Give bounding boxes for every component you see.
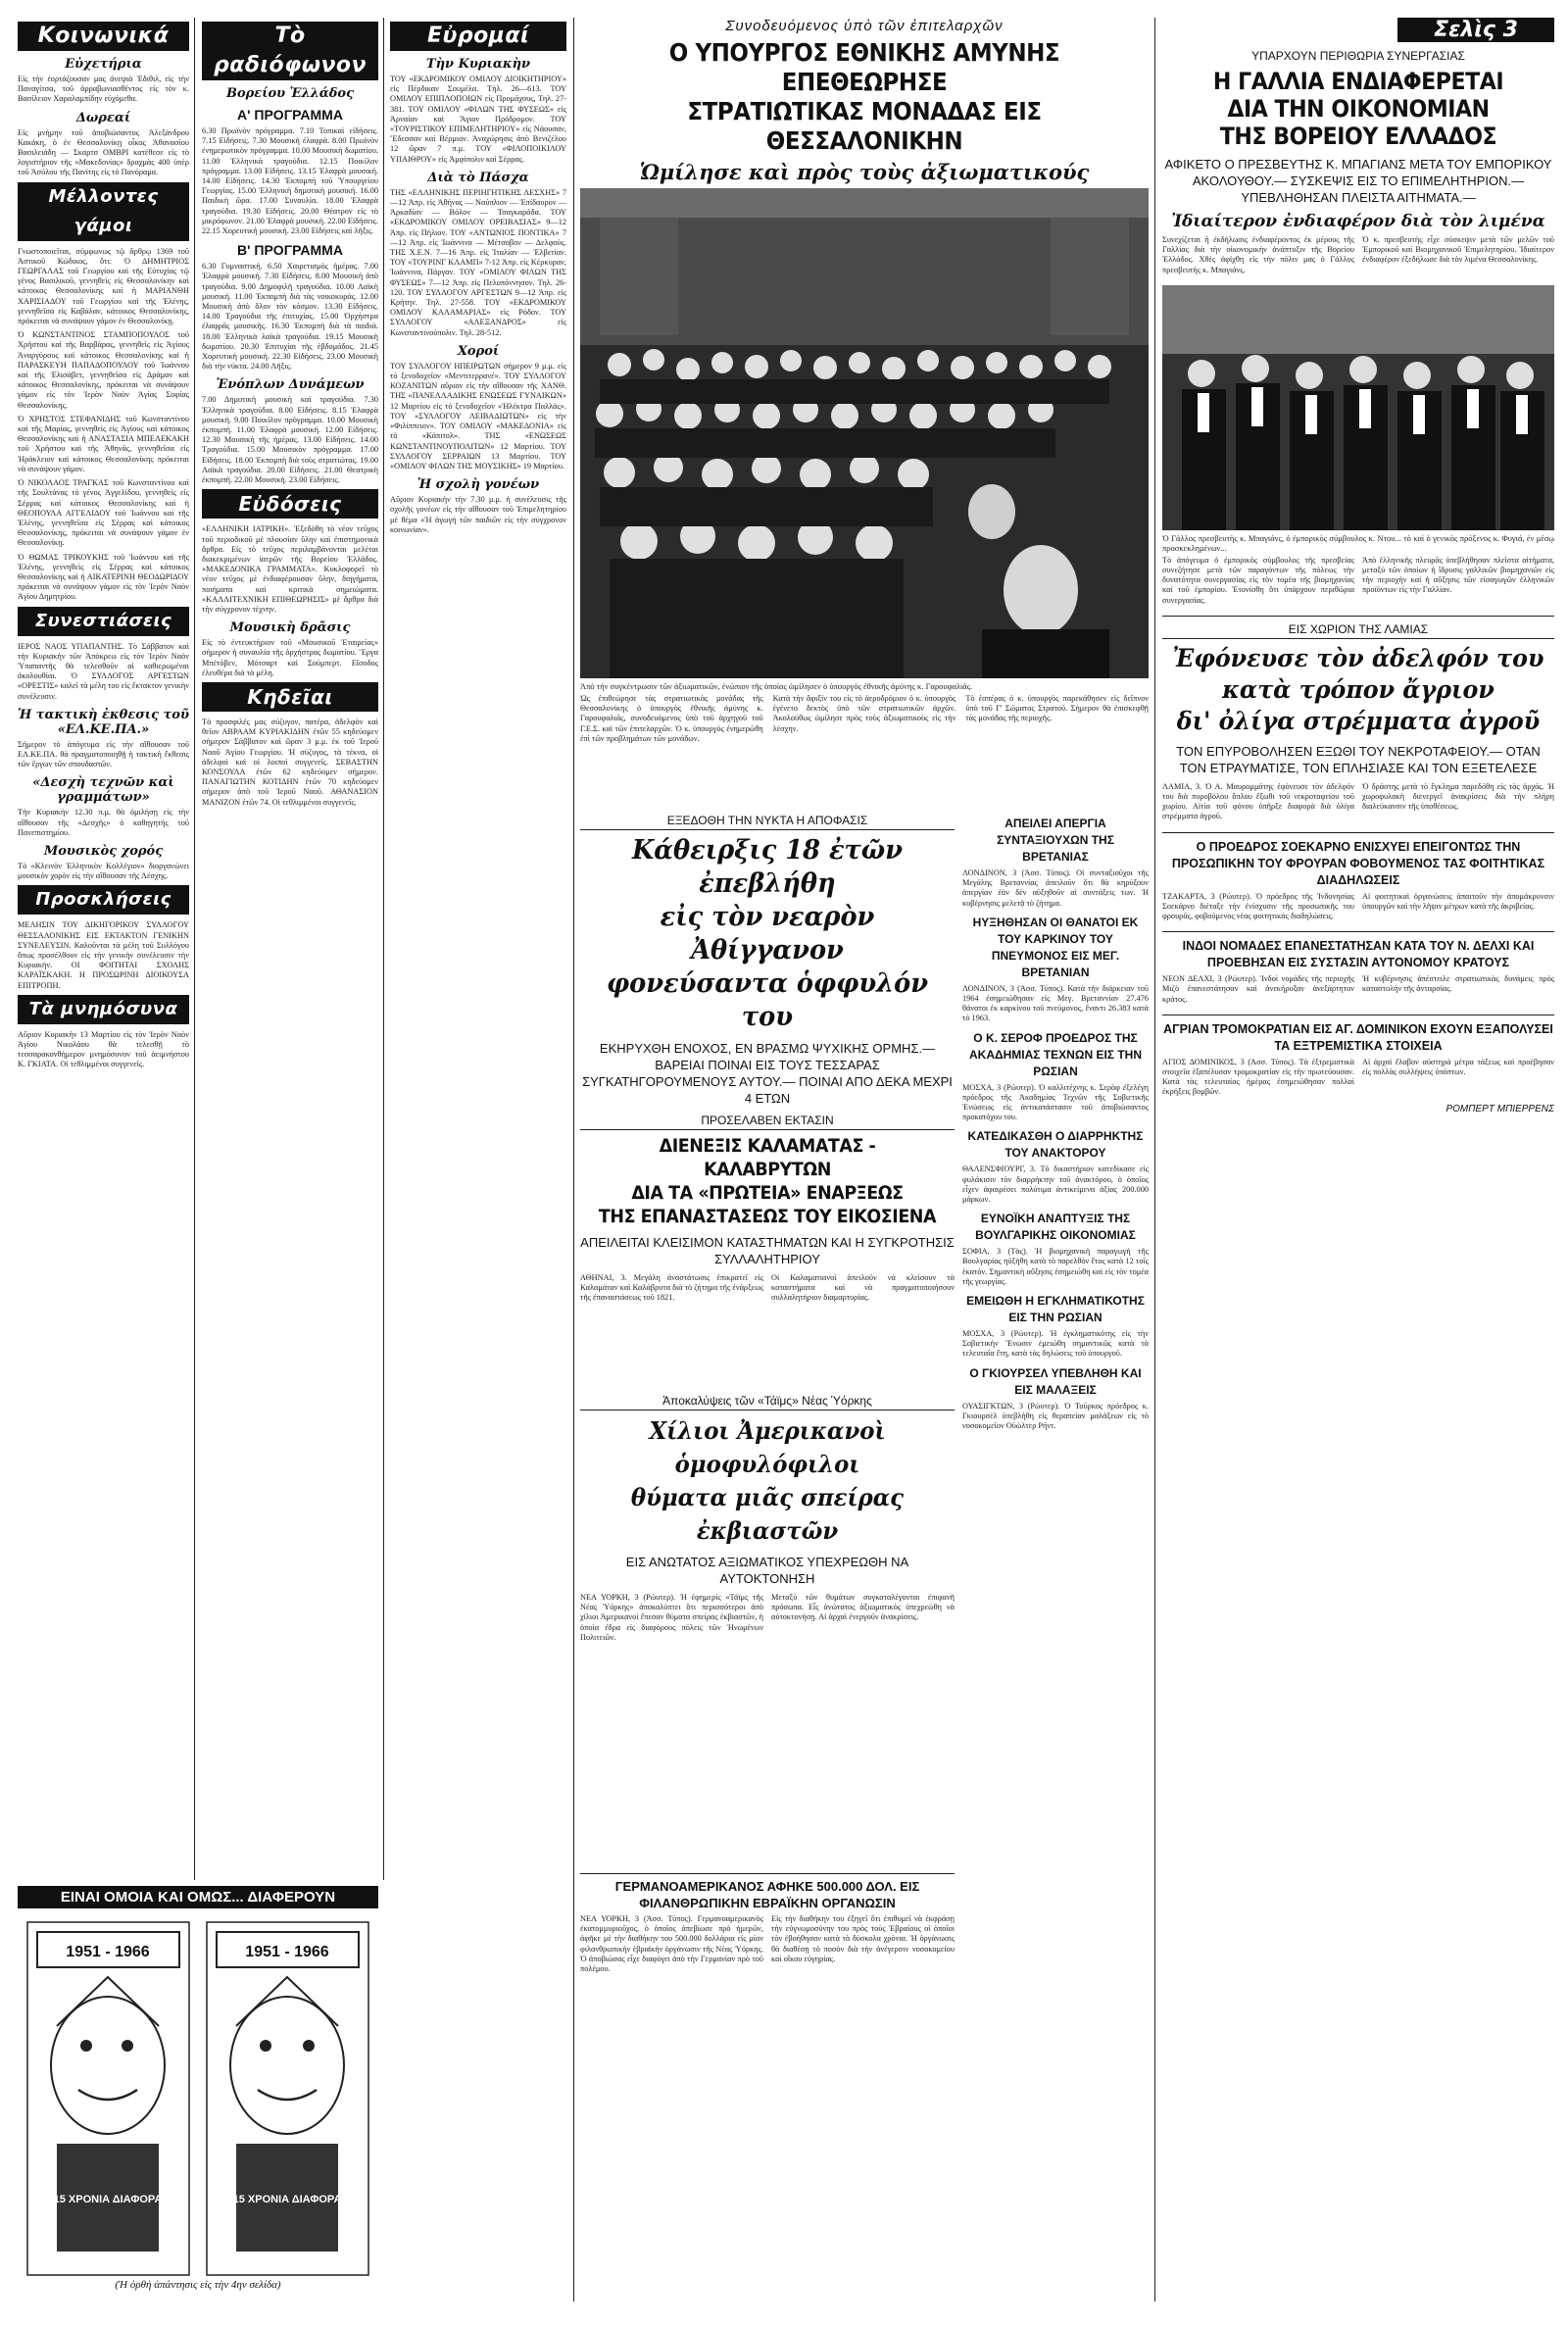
events-column [390,18,566,2302]
verdict-headline-3: φονεύσαντα ὁφφυλόν του [606,968,929,1032]
times-body-1: ΝΕΑ ΥΟΡΚΗ, 3 (Ρώυτερ). Ἡ ἐφημερίς «Τάϊμς τῆς Νέας Ὑόρκης» ἀποκαλύπτει ὅτι περισσότεροι ἀπὸ χίλιοι Ἀμερικανοὶ ἔπεσαν θύματα σπείρας ἐκβιαστῶν, ἡ ὁποία ἐδρα εἰς διαφόρους πόλεις τῶν Ἡνωμένων Πολιτειῶν. [580,1593,763,1642]
main-body-2: Κατὰ τὴν ἄφιξίν του εἰς τὸ ἀεροδρόμιον ὁ κ. ὑπουργὸς ἐγένετο δεκτὸς ὑπὸ τῶν στρατιωτικῶν ἀρχῶν. Ἀκολούθως ὡμίλησε πρὸς τοὺς ἀξιωματικοὺς εἰς τὴν λέσχην. [772,694,956,733]
weddings-text-1: Γνωστοποιεῖται, σύμφωνως τῷ ἄρθρῳ 1369 τοῦ Ἀστικοῦ Κώδικος, ὅτι: Ὁ ΔΗΜΗΤΡΙΟΣ ΓΕΩΡΓΑΛΑΣ τοῦ Γεωργίου καὶ τῆς Εὐτυχίας τῷ γένος Βασιλικοῦ, γεννηθεὶς εἰς Θεσσαλονίκην καὶ κάτοικος Θεσσαλονίκης καὶ ἡ ΜΑΡΙΑΝΘΗ ΧΑΡΙΣΙΑΔΟΥ τοῦ Γεωργίου καὶ τῆς Ἑλένης, γεννηθεῖσα εἰς Καβάλαν, κάτοικος Θεσσαλονίκης, πρόκειται νὰ συνάψουν γάμον ἐν Θεσσαλονίκῃ. [18,246,189,326]
verdict-story [580,810,955,1104]
invitations-text: ΜΕΛΗΣΙΝ ΤΟΥ ΔΙΚΗΓΟΡΙΚΟΥ ΣΥΛΛΟΓΟΥ ΘΕΣΣΑΛΟΝΙΚΗΣ ΕΙΣ ΕΚΤΑΚΤΟΝ ΓΕΝΙΚΗΝ ΣΥΝΕΛΕΥΣΙΝ. Καλοῦνται τὰ μέλη τοῦ Συλλόγου ὅπως προσέλθουν εἰς τὴν γενικὴν συνέλευσιν τὴν Κυριακήν. ΟΙ ΦΟΙΤΗΤΑΙ ΣΧΟΛΗΣ ΚΑΡΑΪΣΚΑΚΗ. Η ΠΡΟΣΩΡΙΝΗ ΔΙΟΙΚΟΥΣΑ ΕΠΙΤΡΟΠΗ. [18,920,189,990]
times-story [580,1390,955,1860]
lamia-headline-1: Ἐφόνευσε τὸν ἀδελφόν του [1172,643,1544,672]
divider [573,18,574,2302]
france-body-lower [1162,556,1554,610]
invitations-banner: Προσκλήσεις [18,885,189,915]
dispute-headline-1: ΔΙΕΝΕΞΙΣ ΚΑΛΑΜΑΤΑΣ - ΚΑΛΑΒΡΥΤΩΝ [659,1135,876,1180]
main-story [580,18,1149,802]
bequest-body-2: Εἰς τὴν διαθήκην του ἐξηγεῖ ὅτι ἐπιθυμεῖ νὰ ἐκφράσῃ τὴν εὐγνωμοσύνην του πρὸς τοὺς Ἑβραίους οἱ ὁποῖοι τὸν ἐβοήθησαν κατὰ τὰ δύσκολα χρόνια. Ἡ ὀργάνωσις θὰ διαθέσῃ τὸ ποσὸν διὰ τὴν ἀνέγερσιν νοσοκομείου καὶ οἴκου εὐγηρίας. [771,1914,955,1963]
gifts-text: Εἰς μνήμην τοῦ ἀποβιώσαντος Ἀλεξάνδρου Κακάκη, ὁ ἐν Θεσσαλονίκῃ οἶκος Ἀθανασίου Βασιλειάδη — Σκαρτσ ΟΜΒΡΙ κατέθεσε εἰς τὸ λογιστήριον τῆς «Μακεδονίας» δραχμὰς 400 ὑπὲρ τοῦ Ἀσύλου τῆς Πανίτης εἰς τὸ Πανόραμα. [18,127,189,177]
ad-years-right: 1951 - 1966 [245,1944,329,1960]
crime-text: ΜΟΣΧΑ, 3 (Ρώυτερ). Ἡ ἐγκληματικότης εἰς τὴν Σοβιετικὴν Ἕνωσιν ἐμειώθη σημαντικῶς κατὰ τὰ τελευταῖα ἔτη, κατὰ τὰς δηλώσεις τοῦ ὑπουργοῦ. [962,1329,1149,1359]
lamia-body-1: ΛΑΜΙΑ, 3. Ὁ Α. Μαυρομμάτης ἐφόνευσε τὸν ἀδελφόν του διὰ πυροβόλου ὅπλου ἔξωθι τοῦ νεκροταφείου τοῦ χωρίου. Αἰτία τοῦ φόνου ὑπῆρξε διαφορὰ διὰ ὀλίγα στρέμματα ἀγροῦ. [1162,781,1354,821]
verdict-sub: ΕΚΗΡΥΧΘΗ ΕΝΟΧΟΣ, ΕΝ ΒΡΑΣΜΩ ΨΥΧΙΚΗΣ ΟΡΜΗΣ.— ΒΑΡΕΙΑΙ ΠΟΙΝΑΙ ΕΙΣ ΤΟΥΣ ΤΕΣΣΑΡΑΣ ΣΥΓΚΑΤΗΓΟΡΟΥΜΕΝΟΥΣ ΑΥΤΟΥ.— ΠΟΙΝΑΙ ΑΠΟ ΔΕΚΑ ΜΕΧΡΙ 4 ΕΤΩΝ [582,1041,953,1104]
rule [1162,931,1554,932]
events-dances-text: ΤΟΥ ΣΥΛΛΟΓΟΥ ΗΠΕΙΡΩΤΩΝ σήμερον 9 μ.μ. εἰς τὸ ξενοδοχεῖον «Μεντιτερρανέ». ΤΟΥ ΣΥΛΛΟΓΟΥ ΚΟΖΑΝΙΤΩΝ αὔριον εἰς τὴν αἴθουσαν τῆς ΧΑΝΘ. ΤΗΣ «ΠΑΝΕΛΛΑΔΙΚΗΣ ΕΝΩΣΕΩΣ ΓΥΝΑΙΚΩΝ» 12 Μαρτίου εἰς τὸ ξενοδοχεῖον «Ἠλέκτρα Παλλάς». ΤΟΥ «ΣΥΛΛΟΓΟΥ ΛΕΙΒΑΔΙΩΤΩΝ» εἰς τὴν «Φιλίππειον». ΤΟΥ ΟΜΙΛΟΥ «ΜΑΚΕΔΟΝΙΑ» εἰς τὸ «Κάπιτολ». ΤΗΣ «ΕΝΩΣΕΩΣ ΚΩΝΣΤΑΝΤΙΝΟΥΠΟΛΙΤΩΝ» 12 Μαρτίου. ΤΟΥ ΣΥΛΛΟΓΟΥ ΣΕΡΡΑΙΩΝ 13 Μαρτίου. ΤΟΥ «ΟΜΙΛΟΥ ΦΙΛΩΝ ΤΗΣ ΜΟΥΣΙΚΗΣ» 19 Μαρτίου. [390,361,566,470]
france-body [1162,235,1554,279]
ekepa-text: Σήμερον τὸ ἀπόγευμα εἰς τὴν αἴθουσαν τοῦ ΕΛ.ΚΕ.ΠΑ. θὰ πραγματοποιηθῇ ἡ τακτικὴ ἔκθεσις τῶν ἔργων τῶν σπουδαστῶν. [18,739,189,769]
bequest-body [580,1914,955,1978]
dance-heading: Μουσικὸς χορός [43,843,164,859]
sukarno-body-2: Αἱ φοιτητικαὶ ὀργανώσεις ἀπαιτοῦν τὴν ἀπομάκρυνσιν ὑπουργῶν καὶ τὴν λῆψιν μέτρων κατὰ τῆς ἀκριβείας. [1362,891,1554,911]
dispute-kicker: ΠΡΟΣΕΛΑΒΕΝ ΕΚΤΑΣΙΝ [580,1114,955,1130]
lamia-headline-2: κατὰ τρόπον ἄγριον [1222,674,1494,704]
events-banner: Εὐρομαί [390,22,566,51]
strike-heading: ΑΠΕΙΛΕΙ ΑΠΕΡΓΙΑ ΣΥΝΤΑΞΙΟΥΧΩΝ ΤΗΣ ΒΡΕΤΑΝΙΑΣ [997,817,1114,864]
dispute-body [580,1273,955,1308]
lamia-body [1162,782,1554,826]
dominican-headline: ΑΓΡΙΑΝ ΤΡΟΜΟΚΡΑΤΙΑΝ ΕΙΣ ΑΓ. ΔΟΜΙΝΙΚΟΝ ΕΧΟΥΝ ΕΞΑΠΟΛΥΣΕΙ ΤΑ ΕΞΤΡΕΜΙΣΤΙΚΑ ΣΤΟΙΧΕΙΑ [1163,1021,1553,1053]
econ-heading: ΕΥΝΟΪΚΗ ΑΝΑΠΤΥΞΙΣ ΤΗΣ ΒΟΥΛΓΑΡΙΚΗΣ ΟΙΚΟΝΟΜΙΑΣ [975,1212,1136,1243]
lamia-kicker: ΕΙΣ ΧΩΡΙΟΝ ΤΗΣ ΛΑΜΙΑΣ [1162,622,1554,639]
ad-years-left: 1951 - 1966 [66,1944,150,1960]
dispute-headline-2: ΔΙΑ ΤΑ «ΠΡΩΤΕΙΑ» ΕΝΑΡΞΕΩΣ [631,1182,904,1204]
weddings-text-2: Ὁ ΚΩΝΣΤΑΝΤΙΝΟΣ ΣΤΑΜΠΟΠΟΥΛΟΣ τοῦ Χρήστου καὶ τῆς Βαρβάρας, γεννηθεὶς εἰς Ἀγίους Ἀναργύρους καὶ κάτοικος Θεσσαλονίκης καὶ ἡ ΠΑΡΑΣΚΕΥΗ ΠΑΠΑΔΟΠΟΥΛΟΥ τοῦ Ἰωάννου καὶ τῆς Ἐλισάβετ, γεννηθεῖσα εἰς Δράμαν καὶ κάτοικος Θεσσαλονίκης, πρόκειται νὰ συνάψουν γάμον εἰς τὸν Ἱερὸν Ναὸν Ἁγίας Σοφίας Θεσσαλονίκης. [18,330,189,410]
bequest-headline: ΓΕΡΜΑΝΟΑΜΕΡΙΚΑΝΟΣ ΑΦΗΚΕ 500.000 ΔΟΛ. ΕΙΣ ΦΙΛΑΝΘΡΩΠΙΚΗΝ ΕΒΡΑΪΚΗΝ ΟΡΓΑΝΩΣΙΝ [580,1873,955,1911]
times-sub: ΕΙΣ ΑΝΩΤΑΤΟΣ ΑΞΙΩΜΑΤΙΚΟΣ ΥΠΕΧΡΕΩΘΗ ΝΑ ΑΥΤΟΚΤΟΝΗΣΗ [625,1555,909,1586]
cancer-text: ΛΟΝΔΙΝΟΝ, 3 (Ἀσσ. Τύπος). Κατὰ τὴν διάρκειαν τοῦ 1964 ἐσημειώθησαν εἰς Μεγ. Βρεταννίαν 27.476 θάνατοι ἐκ καρκίνου τοῦ πνεύμονος, ἔναντι 26.383 κατὰ τὸ 1963. [962,983,1149,1023]
india-headline: ΙΝΔΟΙ ΝΟΜΑΔΕΣ ΕΠΑΝΕΣΤΑΤΗΣΑΝ ΚΑΤΑ ΤΟΥ Ν. ΔΕΛΧΙ ΚΑΙ ΠΡΟΕΒΗΣΑΝ ΕΙΣ ΣΥΣΤΑΣΙΝ ΑΥΤΟΝΟΜΟΥ ΚΡΑΤΟΥΣ [1182,939,1535,970]
events-school: Ἡ σχολὴ γονέων [416,477,540,493]
france-photo-caption: Ὁ Γάλλος πρεσβευτὴς κ. Μπαγιάνς, ὁ ἐμπορικὸς σύμβουλος κ. Ντου... τὸ καὶ ὁ γενικὸς πρόξενος κ. Φυγιά, ἐν μέσῳ προσκεκλημένων... [1162,532,1554,553]
sukarno-headline: Ο ΠΡΟΕΔΡΟΣ ΣΟΕΚΑΡΝΟ ΕΝΙΣΧΥΕΙ ΕΠΕΙΓΟΝΤΩΣ ΤΗΝ ΠΡΟΣΩΠΙΚΗΝ ΤΟΥ ΦΡΟΥΡΑΝ ΦΟΒΟΥΜΕΝΟΣ ΤΑΣ ΦΟΙΤΗΤΙΚΑΣ ΔΙΑΔΗΛΩΣΕΙΣ [1171,839,1545,887]
dominican-body-1: ΑΓΙΟΣ ΔΟΜΙΝΙΚΟΣ, 3 (Ἀσσ. Τύπος). Τὰ ἐξτρεμιστικὰ στοιχεῖα ἐξαπέλυσαν τρομοκρατίαν εἰς τὴν πρωτεύουσαν. Κατὰ τὰς τελευταίας ἡμέρας ἐσημειώθησαν πολλαὶ ἐκρήξεις βομβῶν. [1162,1057,1354,1097]
academy-text: ΜΟΣΧΑ, 3 (Ρώυτερ). Ὁ καλλιτέχνης κ. Σερὸφ ἐξελέγη πρόεδρος τῆς Ἀκαδημίας Τεχνῶν τῆς Σοβιετικῆς Ἑνώσεως εἰς ἀντικατάστασιν τοῦ ἀποβιώσαντος προκατόχου του. [962,1082,1149,1122]
dispute-sub: ΑΠΕΙΛΕΙΤΑΙ ΚΛΕΙΣΙΜΟΝ ΚΑΤΑΣΤΗΜΑΤΩΝ ΚΑΙ Η ΣΥΓΚΡΟΤΗΣΙΣ ΣΥΛΛΑΛΗΤΗΡΙΟΥ [580,1235,955,1266]
main-subhead: Ὡμίλησε καὶ πρὸς τοὺς ἀξιωματικούς [639,160,1090,184]
lamia-body-2: Ὁ δράστης μετὰ τὸ ἔγκλημα παρεδόθη εἰς τὰς ἀρχάς. Ἡ χωροφυλακὴ διενεργεῖ ἀνακρίσεις διὰ τὴν πλήρη διαλεύκανσιν τῆς ὑποθέσεως. [1362,781,1554,812]
sentence-heading: ΚΑΤΕΔΙΚΑΣΘΗ Ο ΔΙΑΡΡΗΚΤΗΣ ΤΟΥ ΑΝΑΚΤΟΡΟΥ [967,1129,1144,1161]
weddings-banner: Μέλλοντες γάμοι [18,182,189,241]
sentence-text: ΘΑΛΕΝΣΦΙΟΥΡΓ, 3. Τὸ δικαστήριον κατεδίκασε εἰς φυλάκισιν τὸν διαρρήκτην τοῦ ἀνακτόρου, ὁ ὁποῖος εἶχεν ἀφαιρέσει πολύτιμα ἀντικείμενα ἀξίας 200.000 μάρκων. [962,1164,1149,1205]
econ-text: ΣΟΦΙΑ, 3 (Τὰς). Ἡ βιομηχανικὴ παραγωγὴ τῆς Βουλγαρίας ηὐξήθη κατὰ τὸ παρελθὸν ἔτος κατὰ 12 τοῖς ἑκατόν. Σημαντικὴ αὔξησις ἐσημειώθη καὶ εἰς τὸν τομέα τῆς γεωργίας. [962,1247,1149,1286]
france-headline-3: ΤΗΣ ΒΟΡΕΙΟΥ ΕΛΛΑΔΟΣ [1219,123,1497,150]
events-sunday-text: ΤΟΥ «ΕΚΔΡΟΜΙΚΟΥ ΟΜΙΛΟΥ ΔΙΟΙΚΗΤΗΡΙΟΥ» εἰς Πέρδικαν Σουμέλα. Τὴλ. 26—613. ΤΟΥ ΟΜΙΛΟΥ ΕΠΙΠΛΟΠΟΙΩΝ εἰς Προμάχους, Τηλ. 27-381. ΤΟΥ ΟΜΙΛΟΥ «ΦΙΛΩΝ ΤΗΣ ΦΥΣΕΩΣ» εἰς Ἀρναίαν καὶ Ἅγιον Πρόδρομον. ΤΟΥ «ΤΟΥΡΙΣΤΙΚΟΥ ΕΠΙΜΕΛΗΤΗΡΙΟΥ» εἰς Νάουσαν, Ἔδεσσαν καὶ Βέρμιον. Ἀναχώρησις ἀπὸ Βενιζέλου 12 ὥραν 7 π.μ. ΤΟΥ «ΦΙΛΟΠΟΙΚΙΛΟΥ ΥΠΑΙΘΡΟΥ» εἰς Ἀμφίπολιν καὶ Σέρρας. [390,74,566,164]
dominican-body [1162,1058,1554,1102]
radio-banner: Τὸ ραδιόφωνον [202,22,378,80]
main-photo [580,188,1149,678]
lamia-sub: ΤΟΝ ΕΠΥΡΟΒΟΛΗΣΕΝ ΕΞΩΘΙ ΤΟΥ ΝΕΚΡΟΤΑΦΕΙΟΥ.— ΟΤΑΝ ΤΟΝ ΕΤΡΑΥΜΑΤΙΣΕ, ΤΟΝ ΕΠΛΗΣΙΑΣΕ ΚΑΙ ΤΟΝ ΕΞΕΤΕΛΕΣΕ [1176,743,1541,775]
cancer-heading: ΗΥΞΗΘΗΣΑΝ ΟΙ ΘΑΝΑΤΟΙ ΕΚ ΤΟΥ ΚΑΡΚΙΝΟΥ ΤΟΥ ΠΝΕΥΜΟΝΟΣ ΕΙΣ ΜΕΓ. ΒΡΕΤΑΝΙΑΝ [972,915,1139,979]
radio-prog-a-text: 6.30 Πρωϊνὸν πρόγραμμα. 7.10 Τοπικαὶ εἰδήσεις. 7.15 Εἰδήσεις. 7.30 Μουσικὴ ἐλαφρά. 8.00 Πρωϊνὸν ἐνημερωτικὸν πρόγραμμα. 10.00 Μουσικὴ δωματίου. 11.00 Ἑλληνικὰ τραγούδια. 12.15 Ποικίλον πρόγραμμα. 13.00 Εἰδήσεις. 13.15 Ἐλαφρὰ μουσική. 14.00 Εἰδήσεις. 14.30 Ἐκπομπὴ τοῦ Ὑπουργείου Γεωργίας. 15.00 Ἑλληνικὴ δημοτικὴ μουσική. 16.00 Παιδικὴ ὥρα. 17.00 Συναυλία. 18.00 Ἐλαφρὰ τραγούδια. 19.30 Εἰδήσεις. 20.00 Θέατρον εἰς τὸ μικρόφωνον. 21.00 Ἐλαφρὰ μουσική. 22.00 Εἰδήσεις. 22.15 Χορευτικὴ μουσική. 23.00 Εἰδήσεις καὶ λῆξις. [202,126,378,236]
weddings-text-5: Ὁ ΘΩΜΑΣ ΤΡΙΚΟΥΚΗΣ τοῦ Ἰωάννου καὶ τῆς Ἑλένης, γεννηθεὶς εἰς Σέρρας καὶ κάτοικος Θεσσαλονίκης καὶ ἡ ΑΙΚΑΤΕΡΙΝΗ ΘΕΟΔΩΡΙΔΟΥ πρόκειται νὰ συνάψουν γάμον εἰς τὸν Ἱερὸν Ναὸν Ἁγίου Δημητρίου. [18,552,189,602]
divider [383,18,384,1880]
weddings-text-3: Ὁ ΧΡΗΣΤΟΣ ΣΤΕΦΑΝΙΔΗΣ τοῦ Κωνσταντίνου καὶ τῆς Μαρίας, γεννηθεὶς εἰς Ἀγίους καὶ κάτοικος Θεσσαλονίκης καὶ ἡ ΑΝΑΣΤΑΣΙΑ ΜΠΕΛΕΚΑΚΗ τοῦ Χρήστου καὶ τῆς Ἀθηνᾶς, γεννηθεῖσα εἰς Ἡράκλειον καὶ κάτοικος Θεσσαλονίκης πρόκειται νὰ συνάψουν γάμον. [18,414,189,473]
crime-heading: ΕΜΕΙΩΘΗ Η ΕΓΚΛΗΜΑΤΙΚΟΤΗΣ ΕΙΣ ΤΗΝ ΡΩΣΙΑΝ [966,1294,1145,1325]
times-kicker: Ἀποκαλύψεις τῶν «Τάϊμς» Νέας Ὑόρκης [580,1394,955,1411]
events-sunday: Τὴν Κυριακὴν [425,57,531,72]
radio-armed-text: 7.00 Δημοτικὴ μουσικὴ καὶ τραγούδια. 7.30 Ἑλληνικὰ τραγούδια. 8.00 Εἰδήσεις. 8.15 Ἐλαφρὰ μουσική. 9.00 Ποικίλον πρόγραμμα. 10.00 Μουσικὴ ἐκπομπή. 11.00 Ἐλαφρὰ μουσική. 12.00 Εἰδήσεις. 12.30 Μουσικὴ τῆς ἡμέρας. 13.00 Εἰδήσεις. 14.00 Τραγούδια. 15.00 Μουσικὸν πρόγραμμα. 17.00 Εἰδήσεις. 18.00 Ἐκπομπὴ διὰ τοὺς στρατιώτας. 19.00 Λαϊκὰ τραγούδια. 20.00 Εἰδήσεις. 21.00 Θεατρικὴ ἐκπομπή. 22.00 Μουσική. 23.00 Εἰδήσεις. [202,395,378,485]
divider [194,18,195,1880]
dominican-body-2: Αἱ ἀρχαὶ ἔλαβον αὐστηρὰ μέτρα τάξεως καὶ προέβησαν εἰς πολλὰς συλλήψεις ὑπόπτων. [1362,1057,1554,1077]
main-supertitle: Συνοδευόμενος ὑπὸ τῶν ἐπιτελαρχῶν [725,18,1004,34]
ekepa-heading: Ἡ τακτικὴ ἐκθεσις τοῦ «ΕΛ.ΚΕ.ΠΑ.» [18,707,189,737]
dispute-story [580,1110,955,1384]
ad-anniv-left: 15 ΧΡΟΝΙΑ ΔΙΑΦΟΡΑ [53,2194,163,2205]
france-port: Ἰδιαίτερον ἐνδιαφέρον διὰ τὸν λιμένα [1171,212,1545,231]
dispute-body-1: ΑΘΗΝΑΙ, 3. Μεγάλη ἀναστάτωσις ἐπικρατεῖ εἰς Καλαμάταν καὶ Καλάβρυτα διὰ τὸ ζήτημα τῆς ἐνάρξεως τῆς ἐπαναστάσεως τοῦ 1821. [580,1273,763,1303]
strike-text: ΛΟΝΔΙΝΟΝ, 3 (Ἀσσ. Τύπος). Οἱ συνταξιοῦχοι τῆς Μεγάλης Βρεταννίας ἀπειλοῦν ὅτι θὰ κηρύξουν ἀπεργίαν ἐὰν δὲν αὐξηθοῦν αἱ συντάξεις των. Ἡ κυβέρνησις μελετᾷ τὸ ζήτημα. [962,868,1149,908]
engagements-banner: Συνεστιάσεις [18,607,189,636]
bequest-story [580,1867,955,2299]
times-headline-1: Χίλιοι Ἀμερικανοὶ ὁμοφυλόφιλοι [649,1416,886,1478]
main-body-1: Ὡς ἐπιθεώρησε τὰς στρατιωτικὰς μονάδας τῆς Θεσσαλονίκης ὁ ὑπουργὸς ἐθνικῆς ἀμύνης κ. Γαρουφαλιᾶς, συνοδευόμενος ὑπὸ τοῦ ἀρχηγοῦ τοῦ Γ.Ε.Σ. καὶ τῶν ἐπιτελαρχῶν. Ὁ κ. ὑπουργὸς ἐνημερώθη ἐπὶ τῶν προβλημάτων τῶν μονάδων. [580,694,763,743]
weddings-text-4: Ὁ ΝΙΚΟΛΑΟΣ ΤΡΑΓΚΑΣ τοῦ Κωνσταντίνου καὶ τῆς Σουλτάνας τὸ γένος Ἀγγελίδου, γεννηθεὶς εἰς Σέρρας καὶ κάτοικος Θεσσαλονίκης καὶ ἡ ΘΕΟΠΟΥΛΑ ΑΓΓΕΛΙΔΟΥ τοῦ Ἰωάννου καὶ τῆς Ἑλένης, γεννηθεῖσα εἰς Σέρρας καὶ κάτοικος Θεσσαλονίκης, πρόκειται νὰ συνάψουν γάμον ἐν Θεσσαλονίκῃ. [18,478,189,548]
france-body-2: Ὁ κ. πρεσβευτὴς εἶχε σύσκεψιν μετὰ τῶν μελῶν τοῦ Ἐμπορικοῦ καὶ Βιομηχανικοῦ Ἐπιμελητηρίου. Ἰδιαίτερον ἐνδιαφέρον ἐξεδήλωσε διὰ τὸν λιμένα Θεσσαλονίκης. [1362,235,1554,265]
france-body-1: Συνεχίζεται ἡ ἐκδήλωσις ἐνδιαφέροντος ἐκ μέρους τῆς Γαλλίας διὰ τὴν οἰκονομικὴν ἀνάπτυξιν τῆς Βορείου Ἑλλάδος. Χθὲς ἀφίχθη εἰς τὴν πόλιν μας ὁ Γάλλος πρεσβευτὴς κ. Μπαγιάνς. [1162,235,1354,274]
wishes-text: Εἰς τὴν ἑορτάζουσαν μας ἀνεψιὰ Ἐδιθιλ, εἰς τὴν Παναγίτσα, τοῦ ἀρραβωνιασθέντος εἰς τὸν κ. Βασίλειον Χαραλαμπίδην εὐχόμεθα. [18,74,189,104]
ad-anniv-right: 15 ΧΡΟΝΙΑ ΔΙΑΦΟΡΑ [232,2194,342,2205]
verdict-headline-1: Κάθειρξις 18 ἐτῶν ἐπεβλήθη [631,835,904,899]
gifts-heading: Δωρεαί [75,110,131,125]
memorial-text: Αὔριον Κυριακὴν 13 Μαρτίου εἰς τὸν Ἱερὸν Ναὸν Ἁγίου Νικολάου θὰ τελεσθῇ τὸ τεσσαρακονθήμερον μνημόσυνον τοῦ ἀειμνήστου Κ. ΓΚΙΑΤΑ. Οἱ τεθλιμμένοι συγγενεῖς. [18,1029,189,1069]
dance-text: Τὸ «Κλεινὸν Ἑλληνικὸν Κολλέγιον» διοργανώνει μουσικὸν χορὸν εἰς τὴν αἴθουσαν τῆς Λέσχης. [18,861,189,881]
radio-prog-b-text: 6.30 Γυμναστική. 6.50 Χαιρετισμὸς ἡμέρας. 7.00 Ἐλαφρὰ μουσική. 7.30 Εἰδήσεις. 8.00 Μουσικὴ ἀπὸ τραγούδια. 9.00 Δημοφιλῆ τραγούδια. 10.00 Λαϊκὴ μουσική. 11.00 Ἐκπομπὴ διὰ τὰς νοικοκυράς. 12.00 Μουσικὴ ἀπὸ ὅλον τὸν κόσμον. 13.30 Εἰδήσεις. 14.00 Τραγούδια τῆς ἐπιτυχίας. 15.00 Ὀρχήστρα ἐλαφρᾶς μουσικῆς. 16.30 Ἐκπομπὴ διὰ τὰ παιδιά. 18.00 Ἑλληνικὰ λαϊκὰ τραγούδια. 19.15 Μουσικὴ δωματίου. 20.30 Ἐπιτυχίαι τῆς ἑβδομάδος. 21.45 Χορευτικὴ μουσική. 22.30 Εἰδήσεις. 23.00 Μουσικὴ διὰ τὴν νύκτα. 24.00 Λῆξις. [202,262,378,371]
rule [1162,832,1554,833]
ad-panel-left [27,1922,189,2275]
ad-panel-right [207,1922,368,2275]
ad-title: ΕΙΝΑΙ ΟΜΟΙΑ ΚΑΙ ΟΜΩΣ... ΔΙΑΦΕΡΟΥΝ [18,1886,378,1908]
signature: ΡΟΜΠΕΡΤ ΜΠΙΕΡΡΕΝΣ [1446,1103,1554,1114]
art-heading: «Δεσχὴ τεχνῶν καὶ γραμμάτων» [32,775,174,806]
hero-heading: Ο ΓΚΙΟΥΡΣΕΛ ΥΠΕΒΛΗΘΗ ΚΑΙ ΕΙΣ ΜΑΛΑΞΕΙΣ [969,1365,1142,1397]
events-school-text: Αὔριον Κυριακὴν τὴν 7.30 μ.μ. ἡ συνέλευσις τῆς σχολῆς γονέων εἰς τὴν αἴθουσαν τοῦ Ἐπιμελητηρίου μὲ θέμα «Ἡ ἀγωγὴ τῶν παιδιῶν εἰς τὴν σύγχρονον κοινωνίαν». [390,495,566,534]
radio-armed: Ἐνόπλων Δυνάμεων [216,377,365,393]
page-number: Σελὶς 3 [1397,18,1554,42]
memorial-banner: Τὰ μνημόσυνα [18,995,189,1024]
ad-illustration [18,1908,378,2291]
academy-heading: Ο Κ. ΣΕΡΟΦ ΠΡΟΕΔΡΟΣ ΤΗΣ ΑΚΑΔΗΜΙΑΣ ΤΕΧΝΩΝ ΕΙΣ ΤΗΝ ΡΩΣΙΑΝ [969,1030,1142,1078]
sukarno-body [1162,892,1554,926]
main-headline-1: Ο ΥΠΟΥΡΓΟΣ ΕΘΝΙΚΗΣ ΑΜΥΝΗΣ ΕΠΕΘΕΩΡΗΣΕ [668,38,1060,96]
sunday-text: «ΕΛΛΗΝΙΚΗ ΙΑΤΡΙΚΗ». Ἐξεδόθη τὸ νέον τεῦχος τοῦ περιοδικοῦ μὲ πλουσίαν ὕλην καὶ ἐπιστημονικὰ ἄρθρα. Εἰς τὸ τεῦχος περιλαμβάνονται μελέται διακεκριμένων ἰατρῶν τῆς Βορείου Ἑλλάδος. «ΜΑΚΕΔΟΝΙΚΑ ΓΡΑΜΜΑΤΑ». Κυκλοφορεῖ τὸ νέον τεῦχος μὲ ἐνδιαφέρουσαν ὕλην, διηγήματα, ποιήματα καὶ κριτικὰ σημειώματα. «ΚΑΛΛΙΤΕΧΝΙΚΗ ΕΠΙΘΕΩΡΗΣΙΣ» μὲ ἄρθρα διὰ τὴν σύγχρονον τέχνην. [202,524,378,614]
radio-prog-a: Α' ΠΡΟΓΡΑΜΜΑ [237,107,343,123]
ad-footer: (Ἡ ὀρθὴ ἀπάντησις εἰς τὴν 4ην σελίδα) [115,2279,281,2291]
sukarno-body-1: ΤΖΑΚΑΡΤΑ, 3 (Ρώυτερ). Ὁ πρόεδρος τῆς Ἰνδονησίας Σοεκάρνο διέταξε τὴν ἐνίσχυσιν τῆς προσωπικῆς του φρουρᾶς, φοβούμενος νέας φοιτητικὰς διαδηλώσεις. [1162,891,1354,921]
obits-banner: Κηδεῖαι [202,682,378,712]
times-headline-2: θύματα μιᾶς σπείρας ἐκβιαστῶν [630,1483,905,1545]
art-text: Τὴν Κυριακὴν 12.30 π.μ. θὰ ὁμιλήσῃ εἰς τὴν αἴθουσαν τῆς «Δεσχῆς» ὁ καθηγητὴς τοῦ Πανεπιστημίου. [18,808,189,837]
social-banner: Κοινωνικά [18,22,189,51]
hero-text: ΟΥΑΣΙΓΚΤΩΝ, 3 (Ρώυτερ). Ὁ Τοῦρκος πρόεδρος κ. Γκιουρσὲλ ὑπεβλήθη εἰς θεραπείαν μαλάξεων εἰς τὸ νοσοκομεῖον Οὐώλτερ Ρήντ. [962,1401,1149,1431]
music-text: Εἰς τὸ ἐντευκτήριον τοῦ «Μουσικοῦ Ἑταιρείας» σήμερον ἡ συναυλία τῆς ὀρχήστρας δωματίου. Ἔργα Μπέτόβεν, Μότσαρτ καὶ Σούμπερτ. Εἴσοδος ἐλευθέρα διὰ τὰ μέλη. [202,638,378,677]
right-column [1162,18,1554,2302]
main-body-3: Τὸ ἑσπέρας ὁ κ. ὑπουργὸς παρεκάθησεν εἰς δεῖπνον ὑπὸ τοῦ Γ' Σώματος Στρατοῦ. Σήμερον θὰ ἐπισκεφθῇ τὰς μονάδας τῆς περιοχῆς. [965,694,1149,723]
wishes-heading: Εὐχετήρια [65,57,142,72]
music-heading: Μουσικὴ δρᾶσις [229,620,351,636]
page-number-row [1162,18,1554,42]
india-body-1: ΝΕΟΝ ΔΕΛΧΙ, 3 (Ρώυτερ). Ἰνδοὶ νομάδες τῆς περιοχῆς Μιζὸ ἐπανεστάτησαν καὶ ἀνεκήρυξαν ἀνεξάρτητον κράτος. [1162,974,1354,1004]
france-kicker: ΥΠΑΡΧΟΥΝ ΠΕΡΙΘΩΡΙΑ ΣΥΝΕΡΓΑΣΙΑΣ [1251,49,1465,63]
events-easter: Διὰ τὸ Πάσχα [427,170,529,185]
india-body [1162,974,1554,1009]
dispute-headline-3: ΤΗΣ ΕΠΑΝΑΣΤΑΣΕΩΣ ΤΟΥ ΕΙΚΟΣΙΕΝΑ [598,1206,937,1227]
engagements-text: ΙΕΡΟΣ ΝΑΟΣ ΥΠΑΠΑΝΤΗΣ. Τὸ Σάββατον καὶ τὴν Κυριακὴν τῶν Ἀπόκρεω εἰς τὸν Ἱερὸν Ναὸν Ὑπαπαντῆς θὰ τελεσθοῦν αἱ καθιερωμέναι ἀκολουθίαι. Ὁ ΣΥΛΛΟΓΟΣ ΑΡΓΕΣΤΩΝ «ΟΡΕΣΤΙΣ» καλεῖ τὰ μέλη του εἰς ἔκτακτον γενικὴν συνέλευσιν. [18,641,189,701]
main-photo-caption: Ἀπὸ τὴν συγκέντρωσιν τῶν ἀξιωματικῶν, ἐνώπιον τῆς ὁποίας ὡμίλησεν ὁ ὑπουργὸς ἐθνικῆς ἀμύνης κ. Γαρουφαλιᾶς. [580,681,973,691]
radio-prog-b: Β' ΠΡΟΓΡΑΜΜΑ [237,242,343,259]
obits-text: Τὸ προσφιλές μας σύζυγον, πατέρα, ἀδελφὸν καὶ θεῖον ΑΒΡΑΑΜ ΚΥΡΙΑΚΙΔΗΝ ἐτῶν 55 κηδεύομεν σήμερον Σάββατον καὶ ὥραν 3 μ.μ. ἐκ τοῦ Ἱεροῦ Ναοῦ Ἁγίου Γεωργίου. Ἡ σύζυγος, τὰ τέκνα, οἱ ἀδελφοὶ καὶ οἱ λοιποὶ συγγενεῖς. ΣΕΒΑΣΤΗΝ ΚΟΝΣΟΥΛΑ ἐτῶν 62 κηδεύομεν σήμερον. ΠΑΝΑΓΙΩΤΗΝ ΚΟΤΙΔΗΝ ἐτῶν 70 κηδεύομεν σήμερον ἀπὸ τοῦ Ἱεροῦ Ναοῦ. ΑΘΑΝΑΣΙΟΝ ΜΑΝΙΖΟΝ ἐτῶν 74. Οἱ τεθλιμμένοι συγγενεῖς. [202,717,378,807]
bequest-body-1: ΝΕΑ ΥΟΡΚΗ, 3 (Ἀσσ. Τύπος). Γερμανοαμερικανὸς ἐκατομμυριοῦχος, ὁ ὁποῖος ἀπεβίωσε πρὸ ἡμερῶν, ἀφῆκε μὲ τὴν διαθήκην του 500.000 δολλάρια εἰς μίαν φιλανθρωπικὴν ἑβραϊκὴν ὀργάνωσιν τῆς Νέας Ὑόρκης. Ὁ ἀποβιώσας εἶχε διαφύγει ἀπὸ τὴν Γερμανίαν πρὸ τοῦ πολέμου. [580,1914,763,1974]
france-sub: ΑΦΙΚΕΤΟ Ο ΠΡΕΣΒΕΥΤΗΣ Κ. ΜΠΑΓΙΑΝΣ ΜΕΤΑ ΤΟΥ ΕΜΠΟΡΙΚΟΥ ΑΚΟΛΟΥΘΟΥ.— ΣΥΣΚΕΨΙΣ ΕΙΣ ΤΟ ΕΠΙΜΕΛΗΤΗΡΙΟΝ.— ΥΠΕΒΛΗΘΗΣΑΝ ΠΛΕΙΣΤΑ ΑΙΤΗΜΑΤΑ.— [1164,157,1552,205]
times-body-2: Μεταξὺ τῶν θυμάτων συγκαταλέγονται ἐπιφανῆ πρόσωπα. Εἷς ἀνώτατος ἀξιωματικὸς ὑπεχρεώθη νὰ αὐτοκτονήσῃ. Αἱ ἀρχαὶ ἐνεργοῦν ἀνακρίσεις. [771,1593,955,1622]
divider [1154,18,1155,2302]
france-body-3: Τὸ ἀπόγευμα ὁ ἐμπορικὸς σύμβουλος τῆς πρεσβείας συνεζήτησε μετὰ τῶν παραγόντων τῆς πόλεως τὴν δυνατότητα συνεργασίας εἰς τὸν τομέα τῆς βιομηχανίας καὶ τοῦ ἐμπορίου. Ἐτονίσθη ὅτι ὑπάρχουν περιθώρια συνεργασίας. [1162,555,1354,605]
main-headline-2: ΣΤΡΑΤΙΩΤΙΚΑΣ ΜΟΝΑΔΑΣ ΕΙΣ ΘΕΣΣΑΛΟΝΙΚΗΝ [687,97,1042,155]
rule [1162,616,1554,617]
france-photo [1162,285,1554,530]
radio-column [202,18,378,1880]
main-body [580,694,1149,748]
times-body [580,1593,955,1647]
verdict-kicker: ΕΞΕΔΟΘΗ ΤΗΝ ΝΥΚΤΑ Η ΑΠΟΦΑΣΙΣ [580,814,955,830]
france-headline-1: Η ΓΑΛΛΙΑ ΕΝΔΙΑΦΕΡΕΤΑΙ [1212,68,1504,95]
france-body-4: Ἀπὸ ἑλληνικῆς πλευρᾶς ὑπεβλήθησαν πλεῖστα αἰτήματα, μεταξὺ τῶν ὁποίων ἡ ἵδρυσις γαλλικῶν βιομηχανιῶν εἰς τὴν περιοχὴν καὶ ἡ αὔξησις τῶν εἰσαγωγῶν ἑλληνικῶν προϊόντων εἰς τὴν Γαλλίαν. [1362,555,1554,595]
middle-column [962,810,1149,2300]
events-easter-text: ΤΗΣ «ΕΛΛΗΝΙΚΗΣ ΠΕΡΙΗΓΗΤΙΚΗΣ ΛΕΣΧΗΣ» 7—12 Ἀπρ. εἰς Ἀθήνας — Ναύπλιον — Ἐπίδαυρον — Ἀρκαδίαν — Βόλον — Τσαγκαράδα. ΤΟΥ «ΕΚΔΡΟΜΙΚΟΥ ΟΜΙΛΟΥ ΟΡΕΙΒΑΣΙΑΣ» 9—12 Ἀπρ. εἰς Πήλιον. ΤΟΥ «ΑΝΤΩΝΙΟΣ ΠΟΝΤΙΚΑ» 7—12 Ἀπρ. εἰς Ἰωάννινα — Μέτσοβον — Δελφοὺς. ΤΗΣ Χ.Ε.Ν. 7—16 Ἀπρ. εἰς Ἰταλίαν — Ἐλβετίαν. ΤΟΥ «ΤΟΥΡΙΝΓ ΚΛΑΜΠ» 7-12 Ἀπρ. εἰς Κέρκυραν, Ἰωάννινα, Πάργαν. ΤΟΥ «ΟΜΙΛΟΥ ΦΙΛΩΝ ΤΗΣ ΦΥΣΕΩΣ» 7—12 Ἀπρ. εἰς Πελοπόννησον. Τηλ. 26-120. ΤΟΥ ΣΥΛΛΟΓΟΥ ΑΡΓΕΣΤΩΝ 9—12 Ἀπρ. εἰς Κρήτην. Τηλ. 27-558. ΤΟΥ «ΕΚΔΡΟΜΙΚΟΥ ΟΜΙΛΟΥ ΚΑΛΑΜΑΡΙΑΣ» εἰς Ρόδον. ΤΟΥ ΣΥΛΛΟΓΟΥ «ΑΛΕΞΑΝΔΡΟΣ» εἰς Κωνσταντινούπολιν. Τηλ. 28-512. [390,187,566,337]
dispute-body-2: Οἱ Καλαματιανοὶ ἀπειλοῦν νὰ κλείσουν τὰ καταστήματα καὶ νὰ πραγματοποιήσουν συλλαλητήριον διαμαρτυρίας. [771,1273,955,1303]
ad-box [18,1886,378,2309]
india-body-2: Ἡ κυβέρνησις ἀπέστειλε στρατιωτικὰς δυνάμεις πρὸς καταστολὴν τῆς ἀνταρσίας. [1362,974,1554,994]
verdict-headline-2: εἰς τὸν νεαρὸν Ἀθίγγανον [660,902,875,965]
sunday-banner: Εὐδόσεις [202,489,378,519]
lamia-headline-3: δι' ὀλίγα στρέμματα ἀγροῦ [1176,706,1541,735]
france-headline-2: ΔΙΑ ΤΗΝ ΟΙΚΟΝΟΜΙΑΝ [1227,95,1490,123]
events-dances: Χοροί [457,343,500,359]
radio-station: Βορείου Ἑλλάδος [225,86,355,101]
